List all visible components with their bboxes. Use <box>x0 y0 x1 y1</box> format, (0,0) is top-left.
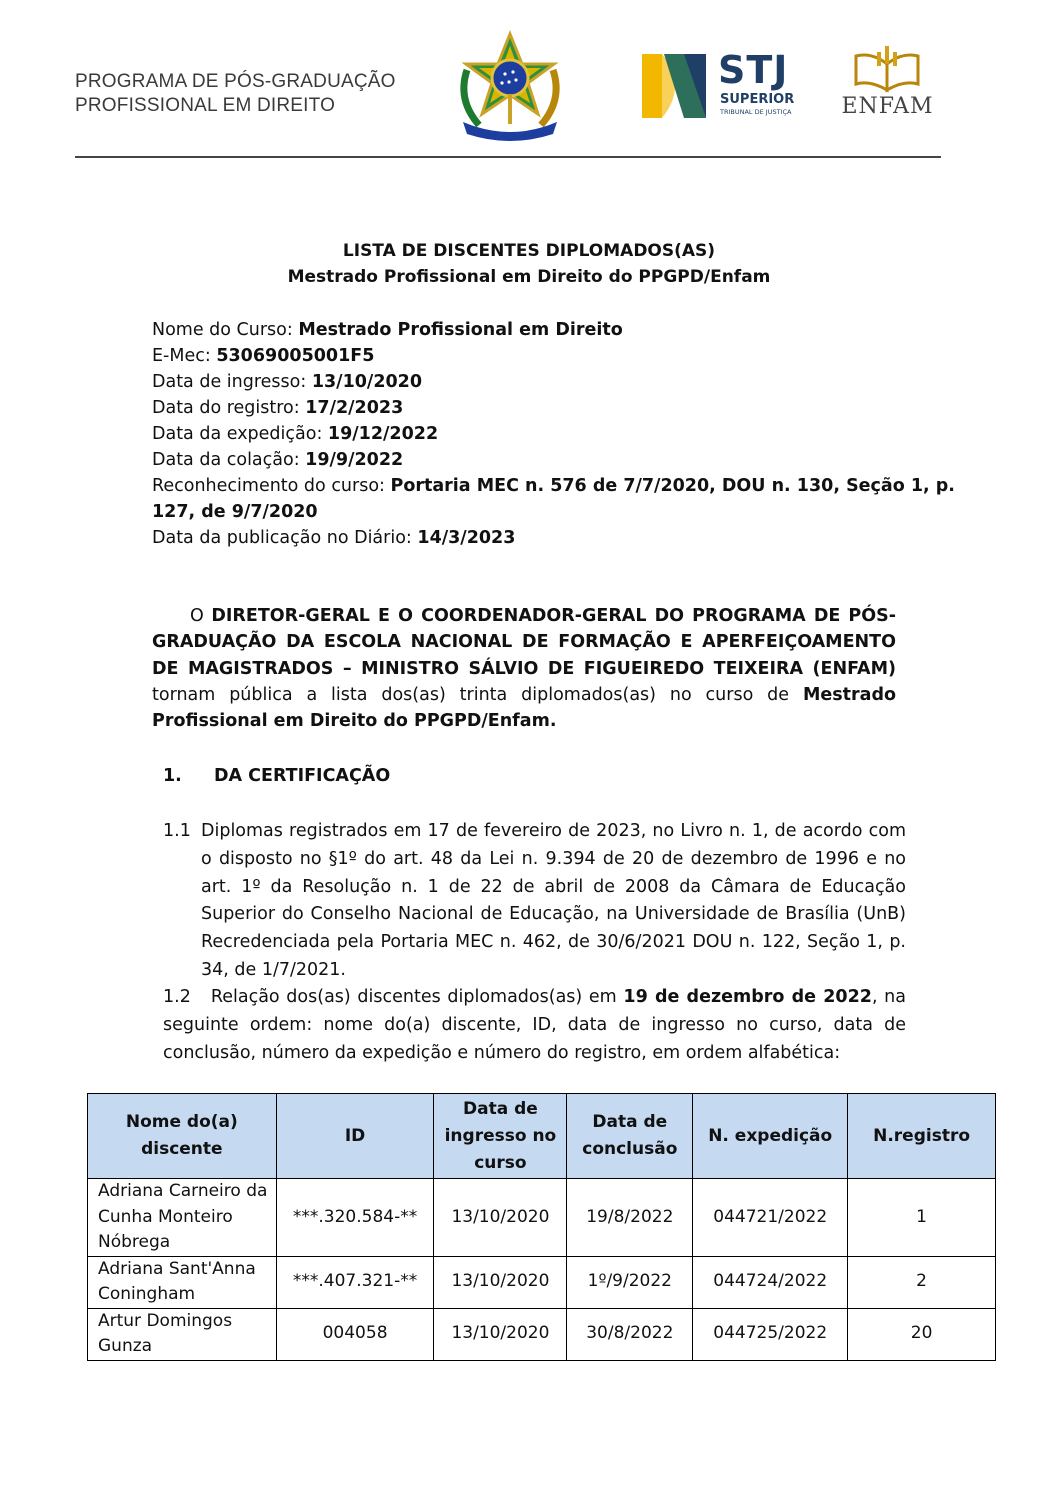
table-row <box>88 1308 996 1360</box>
info-publicacao: Data da publicação no Diário: 14/3/2023 <box>152 528 516 548</box>
col-header-id: ID <box>276 1094 434 1179</box>
item-1-1-text: Diplomas registrados em 17 de fevereiro de 2023, no Livro n. 1, de acordo com o disposto no §1º do art. 48 da Lei n. 9.394 de 20 de dezembro de 1996 e no art. 1º da Resolução n. 1 de 22 de abril de 2008 da Câmara de Educação Superior do Conselho Nacional de Educação, na Universidade de Brasília (UnB) Recredenciada pela Portaria MEC n. 462, de 30/6/2021 DOU n. 122, Seção 1, p. 34, de 1/7/2021. <box>201 821 906 980</box>
table-row <box>88 1179 996 1257</box>
section-heading: 1. DA CERTIFICAÇÃO <box>163 766 391 786</box>
col-header-nome: Nome do(a) discente <box>88 1094 277 1179</box>
info-reconhecimento: Reconhecimento do curso: Portaria MEC n. 576 de 7/7/2020, DOU n. 130, Seção 1, p. <box>152 476 955 496</box>
cell-conclusao: 19/8/2022 <box>567 1179 693 1257</box>
stj-logo-sub2: TRIBUNAL DE JUSTIÇA <box>720 108 792 116</box>
info-emec: E-Mec: 53069005001F5 <box>152 346 375 366</box>
cell-conclusao: 1º/9/2022 <box>567 1256 693 1308</box>
item-1-1-label: 1.1 <box>163 821 191 841</box>
info-colacao: Data da colação: 19/9/2022 <box>152 450 404 470</box>
cell-nome: Artur Domingos Gunza <box>88 1308 277 1360</box>
cell-id: ***.320.584-** <box>276 1179 434 1257</box>
program-name <box>75 70 396 118</box>
cell-id: ***.407.321-** <box>276 1256 434 1308</box>
cell-registro: 20 <box>848 1308 996 1360</box>
col-header-ingresso: Data de ingresso no curso <box>434 1094 567 1179</box>
document-subtitle: Mestrado Profissional em Direito do PPGPD/Enfam <box>287 267 771 287</box>
cell-registro: 1 <box>848 1179 996 1257</box>
header-divider <box>75 156 941 158</box>
program-name-line1: PROGRAMA DE PÓS-GRADUAÇÃO <box>75 71 396 92</box>
table-header-row <box>88 1094 996 1179</box>
cell-ingresso: 13/10/2020 <box>434 1256 567 1308</box>
document-title: LISTA DE DISCENTES DIPLOMADOS(AS) <box>342 241 716 261</box>
cell-ingresso: 13/10/2020 <box>434 1179 567 1257</box>
info-ingresso: Data de ingresso: 13/10/2020 <box>152 372 423 392</box>
stj-logo <box>640 48 800 122</box>
enfam-book-icon <box>840 46 935 96</box>
cell-conclusao: 30/8/2022 <box>567 1308 693 1360</box>
cell-id: 004058 <box>276 1308 434 1360</box>
info-registro: Data do registro: 17/2/2023 <box>152 398 404 418</box>
info-expedicao: Data da expedição: 19/12/2022 <box>152 424 439 444</box>
info-reconhecimento-cont: 127, de 9/7/2020 <box>152 502 318 522</box>
info-curso: Nome do Curso: Mestrado Profissional em Direito <box>152 320 623 340</box>
item-1-1 <box>163 818 906 985</box>
cell-ingresso: 13/10/2020 <box>434 1308 567 1360</box>
enfam-logo <box>840 46 935 122</box>
stj-logo-text: STJ <box>718 48 789 92</box>
cell-nome: Adriana Sant'Anna Coningham <box>88 1256 277 1308</box>
brazil-coat-of-arms-icon <box>449 30 571 142</box>
graduates-table <box>87 1093 996 1361</box>
intro-paragraph: O DIRETOR-GERAL E O COORDENADOR-GERAL DO PROGRAMA DE PÓS-GRADUAÇÃO DA ESCOLA NACIONAL DE FORMAÇÃO E APERFEIÇOAMENTO DE MAGISTRADOS – MINISTRO SÁLVIO DE FIGUEIREDO TEIXEIRA (ENFAM) tornam pública a lista dos(as) trinta diplomados(as) no curso de Mestrado Profissional em Direito do PPGPD/Enfam. <box>152 606 896 732</box>
cell-expedicao: 044725/2022 <box>693 1308 848 1360</box>
cell-expedicao: 044721/2022 <box>693 1179 848 1257</box>
cell-expedicao: 044724/2022 <box>693 1256 848 1308</box>
program-name-line2: PROFISSIONAL EM DIREITO <box>75 95 336 116</box>
col-header-expedicao: N. expedição <box>693 1094 848 1179</box>
course-info <box>152 317 955 551</box>
item-1-2-label: 1.2 <box>163 987 191 1007</box>
enfam-logo-text: ENFAM <box>841 94 934 119</box>
col-header-conclusao: Data de conclusão <box>567 1094 693 1179</box>
cell-registro: 2 <box>848 1256 996 1308</box>
table-row <box>88 1256 996 1308</box>
col-header-registro: N.registro <box>848 1094 996 1179</box>
cell-nome: Adriana Carneiro da Cunha Monteiro Nóbrega <box>88 1179 277 1257</box>
item-1-2: 1.2 Relação dos(as) discentes diplomados(as) em 19 de dezembro de 2022, na seguinte ordem: nome do(a) discente, ID, data de ingresso no curso, data de conclusão, número da expedição e número do registro, em ordem alfabética: <box>163 987 906 1063</box>
stj-logo-sub: SUPERIOR <box>720 92 795 107</box>
